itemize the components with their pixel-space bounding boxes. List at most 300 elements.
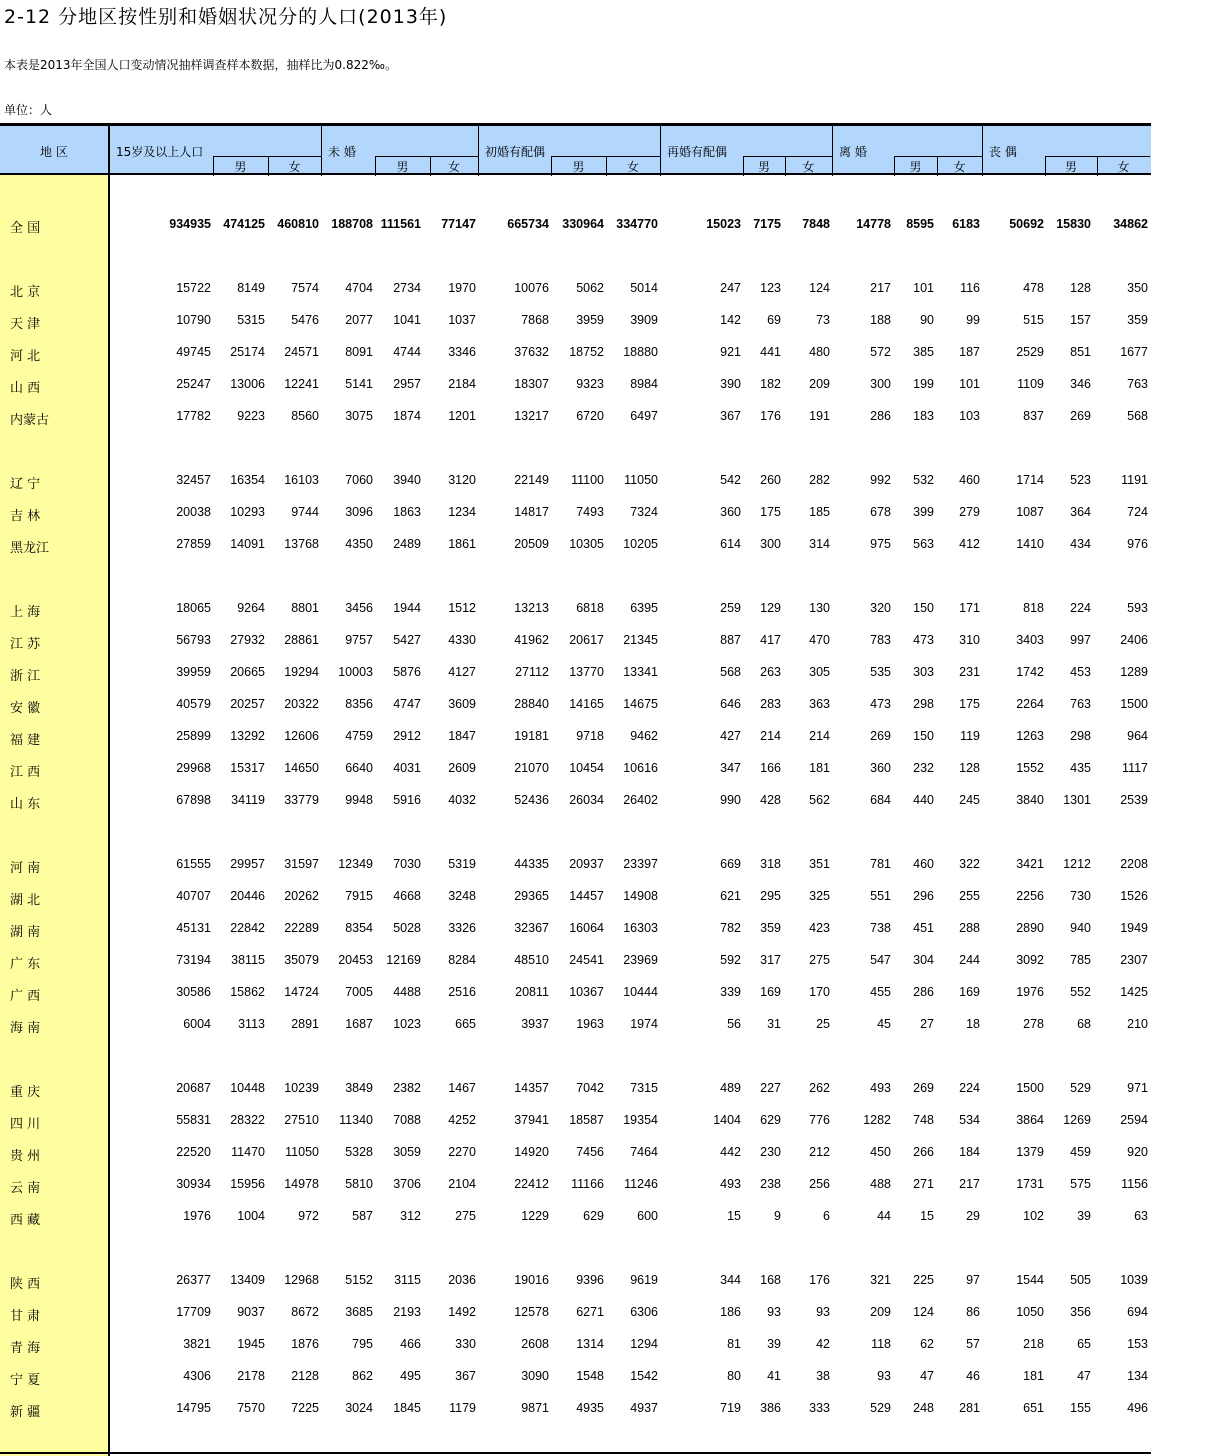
value-cell: 2184 xyxy=(448,377,476,391)
value-cell: 52436 xyxy=(514,793,549,807)
value-cell: 390 xyxy=(720,377,741,391)
value-cell: 542 xyxy=(720,473,741,487)
value-cell: 14920 xyxy=(514,1145,549,1159)
value-cell: 49745 xyxy=(176,345,211,359)
value-cell: 1050 xyxy=(1016,1305,1044,1319)
value-cell: 8091 xyxy=(345,345,373,359)
value-cell: 1301 xyxy=(1063,793,1091,807)
value-cell: 535 xyxy=(870,665,891,679)
region-name: 浙 江 xyxy=(10,669,41,684)
value-cell: 3075 xyxy=(345,409,373,423)
value-cell: 3959 xyxy=(576,313,604,327)
value-cell: 1087 xyxy=(1016,505,1044,519)
value-cell: 300 xyxy=(760,537,781,551)
value-cell: 4127 xyxy=(448,665,476,679)
value-cell: 473 xyxy=(870,697,891,711)
value-cell: 1269 xyxy=(1063,1113,1091,1127)
value-cell: 7225 xyxy=(291,1401,319,1415)
table-row xyxy=(0,1273,1151,1293)
table-row xyxy=(0,409,1151,429)
value-cell: 19294 xyxy=(284,665,319,679)
value-cell: 1156 xyxy=(1121,1177,1148,1191)
value-cell: 5141 xyxy=(345,377,373,391)
value-cell: 9223 xyxy=(237,409,265,423)
value-cell: 56793 xyxy=(176,633,211,647)
value-cell: 5152 xyxy=(345,1273,373,1287)
value-cell: 2256 xyxy=(1016,889,1044,903)
value-cell: 2077 xyxy=(345,313,373,327)
value-cell: 37632 xyxy=(514,345,549,359)
header-group-1: 未 婚 xyxy=(328,145,356,159)
value-cell: 15830 xyxy=(1056,217,1091,231)
value-cell: 1500 xyxy=(1120,697,1148,711)
value-cell: 168 xyxy=(760,1273,781,1287)
region-name: 内蒙古 xyxy=(10,413,50,428)
value-cell: 8356 xyxy=(345,697,373,711)
value-cell: 344 xyxy=(720,1273,741,1287)
value-cell: 8560 xyxy=(291,409,319,423)
value-cell: 77147 xyxy=(441,217,476,231)
value-cell: 534 xyxy=(959,1113,980,1127)
value-cell: 1109 xyxy=(1017,377,1044,391)
value-cell: 440 xyxy=(913,793,934,807)
value-cell: 80 xyxy=(727,1369,741,1383)
value-cell: 412 xyxy=(959,537,980,551)
value-cell: 1863 xyxy=(393,505,421,519)
table-row xyxy=(0,377,1151,397)
value-cell: 1687 xyxy=(345,1017,373,1031)
value-cell: 7868 xyxy=(521,313,549,327)
value-cell: 142 xyxy=(720,313,741,327)
value-cell: 2382 xyxy=(393,1081,421,1095)
value-cell: 209 xyxy=(809,377,830,391)
value-cell: 10305 xyxy=(569,537,604,551)
table-row xyxy=(0,793,1151,813)
value-cell: 279 xyxy=(959,505,980,519)
subheader-line xyxy=(375,156,478,157)
value-cell: 920 xyxy=(1127,1145,1148,1159)
table-row xyxy=(0,1401,1151,1421)
value-cell: 6 xyxy=(823,1209,830,1223)
region-name: 吉 林 xyxy=(10,509,41,524)
value-cell: 183 xyxy=(913,409,934,423)
value-cell: 360 xyxy=(870,761,891,775)
value-cell: 7030 xyxy=(393,857,421,871)
header-female: 女 xyxy=(953,160,966,174)
value-cell: 3821 xyxy=(183,1337,211,1351)
value-cell: 283 xyxy=(760,697,781,711)
value-cell: 523 xyxy=(1070,473,1091,487)
value-cell: 1974 xyxy=(630,1017,658,1031)
value-cell: 317 xyxy=(760,953,781,967)
value-cell: 621 xyxy=(720,889,741,903)
value-cell: 399 xyxy=(913,505,934,519)
value-cell: 8801 xyxy=(291,601,319,615)
value-cell: 321 xyxy=(870,1273,891,1287)
value-cell: 20509 xyxy=(514,537,549,551)
value-cell: 123 xyxy=(760,281,781,295)
value-cell: 367 xyxy=(455,1369,476,1383)
value-cell: 339 xyxy=(720,985,741,999)
value-cell: 1289 xyxy=(1120,665,1148,679)
value-cell: 851 xyxy=(1070,345,1091,359)
grid-line xyxy=(321,126,322,176)
value-cell: 568 xyxy=(720,665,741,679)
value-cell: 271 xyxy=(913,1177,934,1191)
region-name: 江 苏 xyxy=(10,637,41,652)
value-cell: 367 xyxy=(720,409,741,423)
value-cell: 10448 xyxy=(230,1081,265,1095)
value-cell: 10003 xyxy=(338,665,373,679)
value-cell: 5014 xyxy=(630,281,658,295)
value-cell: 22412 xyxy=(514,1177,549,1191)
value-cell: 322 xyxy=(959,857,980,871)
value-cell: 210 xyxy=(1127,1017,1148,1031)
value-cell: 1542 xyxy=(630,1369,658,1383)
value-cell: 269 xyxy=(913,1081,934,1095)
value-cell: 1229 xyxy=(521,1209,549,1223)
region-name: 福 建 xyxy=(10,733,41,748)
value-cell: 5916 xyxy=(393,793,421,807)
value-cell: 505 xyxy=(1070,1273,1091,1287)
value-cell: 480 xyxy=(809,345,830,359)
subheader-line xyxy=(743,156,832,157)
value-cell: 6818 xyxy=(576,601,604,615)
value-cell: 4350 xyxy=(345,537,373,551)
value-cell: 214 xyxy=(809,729,830,743)
value-cell: 1552 xyxy=(1016,761,1044,775)
value-cell: 38115 xyxy=(231,953,265,967)
value-cell: 305 xyxy=(809,665,830,679)
value-cell: 451 xyxy=(913,921,934,935)
value-cell: 887 xyxy=(720,633,741,647)
value-cell: 7456 xyxy=(576,1145,604,1159)
table-row xyxy=(0,697,1151,717)
header-group-4: 离 婚 xyxy=(839,145,867,159)
value-cell: 15956 xyxy=(230,1177,265,1191)
value-cell: 45 xyxy=(877,1017,891,1031)
value-cell: 964 xyxy=(1127,729,1148,743)
header-female: 女 xyxy=(447,160,460,174)
value-cell: 325 xyxy=(809,889,830,903)
table-row xyxy=(0,281,1151,301)
value-cell: 134 xyxy=(1127,1369,1148,1383)
value-cell: 247 xyxy=(720,281,741,295)
value-cell: 24541 xyxy=(569,953,604,967)
region-name: 湖 南 xyxy=(10,925,41,940)
value-cell: 442 xyxy=(720,1145,741,1159)
value-cell: 4252 xyxy=(448,1113,476,1127)
value-cell: 199 xyxy=(913,377,934,391)
value-cell: 529 xyxy=(870,1401,891,1415)
table-row xyxy=(0,505,1151,525)
value-cell: 300 xyxy=(870,377,891,391)
value-cell: 295 xyxy=(760,889,781,903)
value-cell: 32457 xyxy=(176,473,211,487)
value-cell: 15 xyxy=(727,1209,741,1223)
value-cell: 278 xyxy=(1023,1017,1044,1031)
value-cell: 275 xyxy=(455,1209,476,1223)
value-cell: 218 xyxy=(1023,1337,1044,1351)
value-cell: 288 xyxy=(959,921,980,935)
value-cell: 175 xyxy=(760,505,781,519)
value-cell: 359 xyxy=(1127,313,1148,327)
value-cell: 19181 xyxy=(514,729,549,743)
value-cell: 347 xyxy=(720,761,741,775)
region-name: 湖 北 xyxy=(10,893,41,908)
table-row xyxy=(0,1369,1151,1389)
value-cell: 37941 xyxy=(514,1113,549,1127)
value-cell: 3248 xyxy=(448,889,476,903)
value-cell: 1212 xyxy=(1063,857,1091,871)
value-cell: 435 xyxy=(1070,761,1091,775)
value-cell: 532 xyxy=(913,473,934,487)
region-name: 新 疆 xyxy=(10,1405,41,1420)
value-cell: 450 xyxy=(870,1145,891,1159)
value-cell: 4668 xyxy=(393,889,421,903)
value-cell: 7464 xyxy=(630,1145,658,1159)
table-row xyxy=(0,601,1151,621)
table-row xyxy=(0,857,1151,877)
value-cell: 176 xyxy=(760,409,781,423)
region-name: 上 海 xyxy=(10,605,41,620)
value-cell: 1179 xyxy=(449,1401,476,1415)
value-cell: 3685 xyxy=(345,1305,373,1319)
value-cell: 7915 xyxy=(345,889,373,903)
value-cell: 29968 xyxy=(176,761,211,775)
value-cell: 1191 xyxy=(1121,473,1148,487)
value-cell: 748 xyxy=(913,1113,934,1127)
value-cell: 489 xyxy=(720,1081,741,1095)
value-cell: 1512 xyxy=(448,601,476,615)
value-cell: 35079 xyxy=(284,953,319,967)
value-cell: 20687 xyxy=(176,1081,211,1095)
value-cell: 3096 xyxy=(345,505,373,519)
value-cell: 5062 xyxy=(576,281,604,295)
table-row xyxy=(0,1145,1151,1165)
value-cell: 646 xyxy=(720,697,741,711)
value-cell: 99 xyxy=(966,313,980,327)
value-cell: 20257 xyxy=(230,697,265,711)
value-cell: 41 xyxy=(767,1369,781,1383)
value-cell: 1963 xyxy=(576,1017,604,1031)
value-cell: 350 xyxy=(1127,281,1148,295)
value-cell: 20937 xyxy=(569,857,604,871)
value-cell: 209 xyxy=(870,1305,891,1319)
value-cell: 298 xyxy=(913,697,934,711)
value-cell: 4306 xyxy=(183,1369,211,1383)
value-cell: 224 xyxy=(1070,601,1091,615)
value-cell: 11050 xyxy=(285,1145,319,1159)
value-cell: 2036 xyxy=(448,1273,476,1287)
value-cell: 427 xyxy=(720,729,741,743)
value-cell: 3609 xyxy=(448,697,476,711)
value-cell: 971 xyxy=(1127,1081,1148,1095)
value-cell: 2104 xyxy=(448,1177,476,1191)
region-name: 陕 西 xyxy=(10,1277,41,1292)
value-cell: 14724 xyxy=(284,985,319,999)
value-cell: 678 xyxy=(870,505,891,519)
value-cell: 318 xyxy=(760,857,781,871)
value-cell: 1677 xyxy=(1120,345,1148,359)
region-name: 河 南 xyxy=(10,861,41,876)
value-cell: 255 xyxy=(959,889,980,903)
value-cell: 27932 xyxy=(230,633,265,647)
total-row xyxy=(0,217,1151,237)
value-cell: 12241 xyxy=(284,377,319,391)
value-cell: 169 xyxy=(760,985,781,999)
value-cell: 129 xyxy=(760,601,781,615)
value-cell: 5028 xyxy=(393,921,421,935)
value-cell: 3937 xyxy=(521,1017,549,1031)
value-cell: 5427 xyxy=(393,633,421,647)
region-name: 全 国 xyxy=(10,221,41,236)
value-cell: 460 xyxy=(959,473,980,487)
value-cell: 862 xyxy=(352,1369,373,1383)
value-cell: 1037 xyxy=(448,313,476,327)
value-cell: 3346 xyxy=(448,345,476,359)
value-cell: 593 xyxy=(1127,601,1148,615)
value-cell: 21070 xyxy=(514,761,549,775)
value-cell: 118 xyxy=(871,1337,891,1351)
value-cell: 101 xyxy=(959,377,980,391)
value-cell: 44335 xyxy=(514,857,549,871)
value-cell: 5876 xyxy=(393,665,421,679)
value-cell: 3403 xyxy=(1016,633,1044,647)
value-cell: 260 xyxy=(760,473,781,487)
value-cell: 286 xyxy=(913,985,934,999)
value-cell: 1263 xyxy=(1016,729,1044,743)
value-cell: 1847 xyxy=(448,729,476,743)
table-row xyxy=(0,345,1151,365)
value-cell: 330964 xyxy=(562,217,604,231)
value-cell: 182 xyxy=(760,377,781,391)
header-female: 女 xyxy=(802,160,815,174)
value-cell: 296 xyxy=(913,889,934,903)
value-cell: 2609 xyxy=(448,761,476,775)
value-cell: 68 xyxy=(1077,1017,1091,1031)
value-cell: 23969 xyxy=(623,953,658,967)
value-cell: 45131 xyxy=(176,921,211,935)
header-female: 女 xyxy=(288,160,301,174)
grid-line xyxy=(108,123,110,1456)
value-cell: 6306 xyxy=(630,1305,658,1319)
value-cell: 474125 xyxy=(223,217,265,231)
value-cell: 2516 xyxy=(448,985,476,999)
header-group-5: 丧 偶 xyxy=(989,145,1017,159)
value-cell: 13292 xyxy=(230,729,265,743)
value-cell: 976 xyxy=(1127,537,1148,551)
value-cell: 684 xyxy=(870,793,891,807)
value-cell: 10076 xyxy=(514,281,549,295)
value-cell: 1379 xyxy=(1016,1145,1044,1159)
value-cell: 27510 xyxy=(284,1113,319,1127)
value-cell: 428 xyxy=(760,793,781,807)
value-cell: 1945 xyxy=(237,1337,265,1351)
value-cell: 38 xyxy=(816,1369,830,1383)
value-cell: 14357 xyxy=(514,1081,549,1095)
value-cell: 25899 xyxy=(176,729,211,743)
value-cell: 12349 xyxy=(338,857,373,871)
value-cell: 1410 xyxy=(1016,537,1044,551)
value-cell: 40707 xyxy=(176,889,211,903)
value-cell: 470 xyxy=(809,633,830,647)
value-cell: 562 xyxy=(809,793,830,807)
value-cell: 11050 xyxy=(624,473,658,487)
value-cell: 592 xyxy=(720,953,741,967)
value-cell: 363 xyxy=(809,697,830,711)
value-cell: 14908 xyxy=(623,889,658,903)
value-cell: 31597 xyxy=(284,857,319,871)
value-cell: 29365 xyxy=(514,889,549,903)
value-cell: 614 xyxy=(720,537,741,551)
value-cell: 17709 xyxy=(176,1305,211,1319)
value-cell: 6497 xyxy=(630,409,658,423)
value-cell: 56 xyxy=(727,1017,741,1031)
value-cell: 25 xyxy=(816,1017,830,1031)
value-cell: 12578 xyxy=(514,1305,549,1319)
value-cell: 31 xyxy=(767,1017,781,1031)
value-cell: 719 xyxy=(720,1401,741,1415)
value-cell: 25174 xyxy=(230,345,265,359)
value-cell: 3940 xyxy=(393,473,421,487)
table-row xyxy=(0,761,1151,781)
value-cell: 61555 xyxy=(176,857,211,871)
value-cell: 9948 xyxy=(345,793,373,807)
value-cell: 22520 xyxy=(176,1145,211,1159)
table-row xyxy=(0,985,1151,1005)
value-cell: 1970 xyxy=(448,281,476,295)
value-cell: 7088 xyxy=(393,1113,421,1127)
value-cell: 9037 xyxy=(237,1305,265,1319)
value-cell: 4935 xyxy=(576,1401,604,1415)
region-name: 安 徽 xyxy=(10,701,41,716)
value-cell: 175 xyxy=(959,697,980,711)
value-cell: 763 xyxy=(1070,697,1091,711)
value-cell: 34862 xyxy=(1113,217,1148,231)
value-cell: 157 xyxy=(1070,313,1091,327)
value-cell: 975 xyxy=(870,537,891,551)
value-cell: 1294 xyxy=(630,1337,658,1351)
value-cell: 1404 xyxy=(713,1113,741,1127)
value-cell: 262 xyxy=(809,1081,830,1095)
value-cell: 515 xyxy=(1023,313,1044,327)
value-cell: 4031 xyxy=(393,761,421,775)
value-cell: 568 xyxy=(1127,409,1148,423)
value-cell: 93 xyxy=(767,1305,781,1319)
value-cell: 18752 xyxy=(569,345,604,359)
value-cell: 93 xyxy=(877,1369,891,1383)
value-cell: 5315 xyxy=(237,313,265,327)
value-cell: 14650 xyxy=(284,761,319,775)
value-cell: 47 xyxy=(1077,1369,1091,1383)
region-name: 天 津 xyxy=(10,317,41,332)
value-cell: 275 xyxy=(809,953,830,967)
value-cell: 238 xyxy=(760,1177,781,1191)
value-cell: 10444 xyxy=(623,985,658,999)
value-cell: 8354 xyxy=(345,921,373,935)
value-cell: 473 xyxy=(913,633,934,647)
value-cell: 232 xyxy=(913,761,934,775)
value-cell: 460 xyxy=(913,857,934,871)
value-cell: 28840 xyxy=(514,697,549,711)
value-cell: 1004 xyxy=(237,1209,265,1223)
value-cell: 6183 xyxy=(952,217,980,231)
value-cell: 7848 xyxy=(802,217,830,231)
value-cell: 3115 xyxy=(394,1273,421,1287)
value-cell: 3456 xyxy=(345,601,373,615)
value-cell: 730 xyxy=(1070,889,1091,903)
